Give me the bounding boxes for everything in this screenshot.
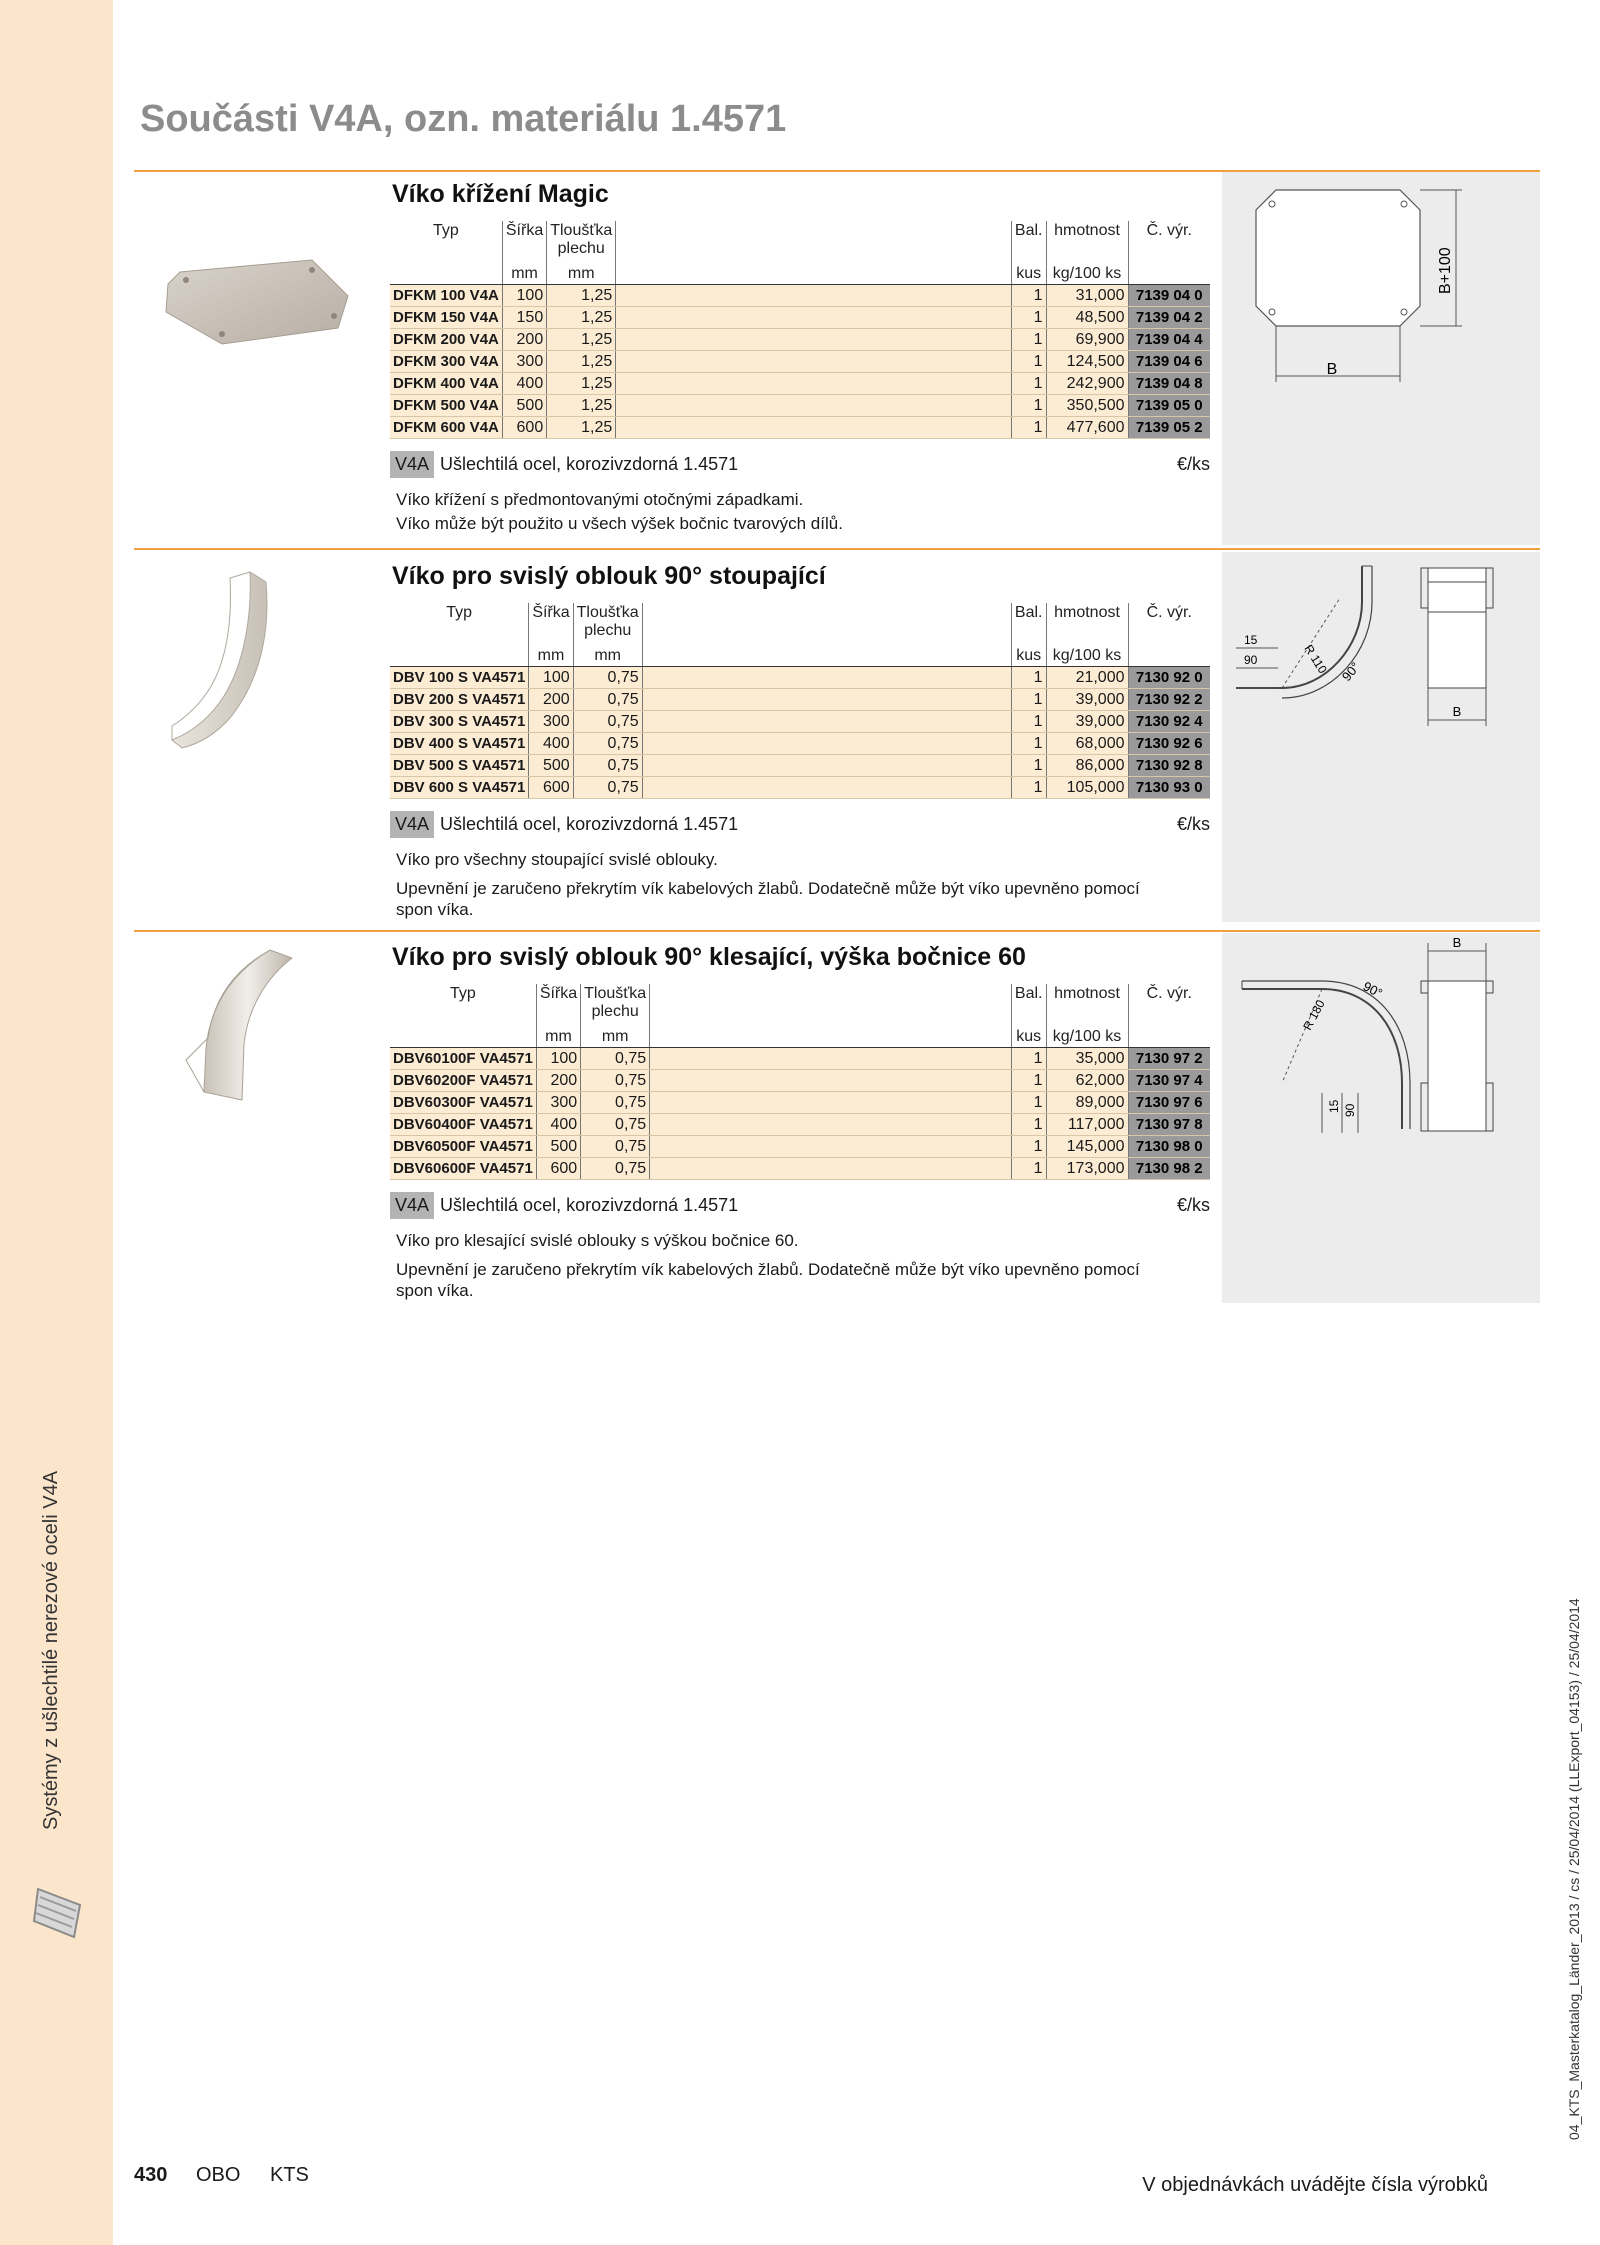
section-cross-cover [390,180,1210,534]
cell-article: 7130 92 2 [1128,689,1210,711]
footer-series: KTS [270,2164,309,2186]
col-thickness: Tloušťka plechu [547,221,616,259]
cell-weight: 35,000 [1046,1048,1128,1070]
cell-weight: 69,900 [1046,329,1128,351]
unit-package: kus [1011,641,1046,667]
cell-article: 7139 04 6 [1128,351,1210,373]
unit-thickness: mm [547,259,616,285]
cell-article: 7130 92 6 [1128,733,1210,755]
cell-pack: 1 [1011,1158,1046,1180]
material-row [390,451,1210,481]
section-falling-bend [390,943,1210,1301]
table-row [390,395,1210,417]
cell-weight: 350,500 [1046,395,1128,417]
table-row [390,755,1210,777]
cell-type: DBV60400F VA4571 [390,1114,536,1136]
cell-pack: 1 [1011,307,1046,329]
cell-article: 7130 97 8 [1128,1114,1210,1136]
section-divider [134,930,1540,932]
cell-thickness: 0,75 [581,1158,650,1180]
table-row [390,285,1210,307]
dim-b-label: B [1452,704,1462,719]
col-article: Č. výr. [1128,221,1210,259]
cell-type: DBV60200F VA4571 [390,1070,536,1092]
radius-label: R 110 [1301,642,1330,676]
cell-weight: 242,900 [1046,373,1128,395]
rising-bend-cover-product-image [170,568,290,758]
cell-pack: 1 [1011,1092,1046,1114]
cell-width: 150 [502,307,546,329]
cell-article: 7130 93 0 [1128,777,1210,799]
dim-15-label: 15 [1327,1099,1341,1113]
technical-drawing [1222,172,1540,545]
table-row [390,689,1210,711]
cell-weight: 21,000 [1046,667,1128,689]
table-row [390,1092,1210,1114]
section-divider [134,548,1540,550]
spec-table [390,984,1210,1180]
cell-article: 7139 05 2 [1128,417,1210,439]
material-row [390,811,1210,841]
cell-width: 100 [529,667,573,689]
note: Víko křížení s předmontovanými otočnými západkami. [396,490,804,509]
cell-article: 7139 04 2 [1128,307,1210,329]
col-width: Šířka [502,221,546,259]
cell-article: 7130 98 2 [1128,1158,1210,1180]
price-unit: €/ks [1176,1195,1210,1215]
falling-bend-drawing [1222,933,1540,1303]
col-package: Bal. [1011,984,1046,1022]
cell-width: 600 [502,417,546,439]
page-title: Součásti V4A, ozn. materiálu 1.4571 [140,98,787,140]
technical-drawing [1222,933,1540,1303]
cell-thickness: 0,75 [573,689,642,711]
cell-thickness: 0,75 [573,667,642,689]
cell-article: 7130 92 0 [1128,667,1210,689]
cell-type: DBV60600F VA4571 [390,1158,536,1180]
cell-thickness: 1,25 [547,395,616,417]
cell-pack: 1 [1011,689,1046,711]
cell-thickness: 0,75 [573,711,642,733]
col-typ: Typ [433,222,459,239]
dim-b100-label: B+100 [1437,247,1454,294]
cell-width: 500 [502,395,546,417]
cell-width: 200 [502,329,546,351]
unit-width: mm [502,259,546,285]
cell-type: DBV 100 S VA4571 [390,667,529,689]
col-weight: hmotnost [1046,984,1128,1022]
col-article: Č. výr. [1128,984,1210,1022]
dim-b-label: B [1326,361,1338,378]
unit-weight: kg/100 ks [1046,1022,1128,1048]
cell-pack: 1 [1011,777,1046,799]
col-thickness: Tloušťka plechu [581,984,650,1022]
cell-width: 400 [536,1114,580,1136]
table-row [390,1070,1210,1092]
section-title: Víko křížení Magic [392,180,609,208]
section-title: Víko pro svislý oblouk 90° stoupající [392,562,826,590]
cell-pack: 1 [1011,351,1046,373]
cell-article: 7139 04 8 [1128,373,1210,395]
unit-weight: kg/100 ks [1046,641,1128,667]
cell-weight: 39,000 [1046,689,1128,711]
price-unit: €/ks [1176,454,1210,474]
cell-weight: 62,000 [1046,1070,1128,1092]
col-typ: Typ [446,604,473,621]
table-row [390,1048,1210,1070]
cell-article: 7130 98 0 [1128,1136,1210,1158]
cell-type: DFKM 600 V4A [390,417,502,439]
cable-tray-thumbnail-icon [30,1875,88,1945]
cell-pack: 1 [1011,1114,1046,1136]
cell-weight: 86,000 [1046,755,1128,777]
cell-pack: 1 [1011,733,1046,755]
spec-table [390,603,1210,799]
col-typ: Typ [450,985,476,1002]
col-package: Bal. [1011,603,1046,641]
cell-type: DFKM 400 V4A [390,373,502,395]
cell-pack: 1 [1011,373,1046,395]
col-weight: hmotnost [1046,603,1128,641]
table-row [390,373,1210,395]
table-row [390,1158,1210,1180]
angle-label: 90° [1360,978,1386,1001]
cell-width: 300 [502,351,546,373]
price-unit: €/ks [1176,814,1210,834]
cell-weight: 39,000 [1046,711,1128,733]
falling-bend-cover-product-image [184,948,294,1108]
note: Víko pro klesající svislé oblouky s výškou bočnice 60. [396,1231,799,1250]
dim-b-label: B [1452,935,1462,950]
cell-width: 200 [536,1070,580,1092]
cell-weight: 145,000 [1046,1136,1128,1158]
cell-width: 300 [529,711,573,733]
cell-weight: 477,600 [1046,417,1128,439]
footer-note: V objednávkách uvádějte čísla výrobků [1142,2174,1488,2196]
print-info: 04_KTS_Masterkatalog_Länder_2013 / cs / 25/04/2014 (LLExport_04153) / 25/04/2014 [1566,1598,1582,2140]
dim-90-label: 90 [1343,1103,1357,1117]
cell-article: 7130 92 8 [1128,755,1210,777]
cell-type: DBV 600 S VA4571 [390,777,529,799]
cross-cover-drawing [1222,172,1540,545]
footer-brand: OBO [196,2164,241,2186]
col-weight: hmotnost [1046,221,1128,259]
material-text: Ušlechtilá ocel, korozivzdorná 1.4571 [440,1195,739,1215]
material-row [390,1192,1210,1222]
unit-weight: kg/100 ks [1046,259,1128,285]
cell-thickness: 0,75 [581,1136,650,1158]
col-thickness: Tloušťka plechu [573,603,642,641]
cell-article: 7130 97 6 [1128,1092,1210,1114]
cell-type: DBV 400 S VA4571 [390,733,529,755]
unit-thickness: mm [581,1022,650,1048]
material-badge: V4A [390,451,434,478]
col-package: Bal. [1011,221,1046,259]
unit-width: mm [529,641,573,667]
section-title: Víko pro svislý oblouk 90° klesající, výška bočnice 60 [392,943,1026,971]
unit-width: mm [536,1022,580,1048]
table-row [390,1114,1210,1136]
table-row [390,711,1210,733]
cell-pack: 1 [1011,395,1046,417]
note: Upevnění je zaručeno překrytím vík kabelových žlabů. Dodatečně může být víko upevněno pomocí spon víka. [396,1260,1140,1300]
cell-width: 600 [536,1158,580,1180]
table-row [390,1136,1210,1158]
cell-pack: 1 [1011,1070,1046,1092]
note: Víko pro všechny stoupající svislé oblouky. [396,850,718,869]
cell-weight: 117,000 [1046,1114,1128,1136]
cell-type: DFKM 200 V4A [390,329,502,351]
cell-weight: 31,000 [1046,285,1128,307]
rising-bend-drawing [1222,552,1540,922]
dim-90-label: 90 [1244,653,1258,667]
cell-type: DFKM 100 V4A [390,285,502,307]
cell-width: 600 [529,777,573,799]
cell-type: DBV 500 S VA4571 [390,755,529,777]
cell-article: 7130 97 4 [1128,1070,1210,1092]
unit-package: kus [1011,259,1046,285]
cell-thickness: 0,75 [573,777,642,799]
cell-type: DBV60500F VA4571 [390,1136,536,1158]
cell-article: 7130 92 4 [1128,711,1210,733]
cell-thickness: 0,75 [581,1114,650,1136]
cell-weight: 48,500 [1046,307,1128,329]
cell-type: DBV60100F VA4571 [390,1048,536,1070]
cell-width: 100 [536,1048,580,1070]
cell-type: DBV60300F VA4571 [390,1092,536,1114]
radius-label: R 180 [1300,997,1328,1033]
cell-thickness: 1,25 [547,307,616,329]
cell-width: 400 [502,373,546,395]
cell-thickness: 1,25 [547,417,616,439]
table-row [390,307,1210,329]
spec-table [390,221,1210,439]
cell-pack: 1 [1011,329,1046,351]
table-row [390,329,1210,351]
cell-pack: 1 [1011,417,1046,439]
angle-label: 90° [1338,659,1363,684]
unit-package: kus [1011,1022,1046,1048]
section-rising-bend [390,562,1210,920]
unit-thickness: mm [573,641,642,667]
cell-pack: 1 [1011,285,1046,307]
cell-thickness: 0,75 [573,755,642,777]
cell-weight: 68,000 [1046,733,1128,755]
col-article: Č. výr. [1128,603,1210,641]
cell-thickness: 0,75 [581,1070,650,1092]
material-text: Ušlechtilá ocel, korozivzdorná 1.4571 [440,454,739,474]
cell-pack: 1 [1011,711,1046,733]
dim-15-label: 15 [1244,633,1258,647]
cell-weight: 105,000 [1046,777,1128,799]
cell-article: 7139 04 0 [1128,285,1210,307]
cell-width: 300 [536,1092,580,1114]
material-text: Ušlechtilá ocel, korozivzdorná 1.4571 [440,814,739,834]
cell-pack: 1 [1011,1136,1046,1158]
cell-thickness: 0,75 [573,733,642,755]
cell-weight: 89,000 [1046,1092,1128,1114]
note: Upevnění je zaručeno překrytím vík kabelových žlabů. Dodatečně může být víko upevněno pomocí spon víka. [396,879,1140,919]
cell-type: DBV 200 S VA4571 [390,689,529,711]
cell-thickness: 1,25 [547,351,616,373]
sidebar-text: Systémy z ušlechtilé nerezové oceli V4A [40,1470,62,1830]
cell-width: 100 [502,285,546,307]
table-row [390,733,1210,755]
cell-article: 7139 05 0 [1128,395,1210,417]
cell-type: DFKM 300 V4A [390,351,502,373]
table-row [390,777,1210,799]
table-row [390,667,1210,689]
cell-thickness: 1,25 [547,373,616,395]
cell-thickness: 1,25 [547,285,616,307]
cell-article: 7130 97 2 [1128,1048,1210,1070]
cell-width: 500 [536,1136,580,1158]
material-badge: V4A [390,811,434,838]
page-number: 430 [134,2164,168,2186]
cell-type: DFKM 500 V4A [390,395,502,417]
cell-width: 200 [529,689,573,711]
cell-pack: 1 [1011,667,1046,689]
cell-pack: 1 [1011,755,1046,777]
cell-type: DBV 300 S VA4571 [390,711,529,733]
cell-thickness: 0,75 [581,1048,650,1070]
cell-width: 400 [529,733,573,755]
cell-thickness: 0,75 [581,1092,650,1114]
cell-type: DFKM 150 V4A [390,307,502,329]
cell-weight: 173,000 [1046,1158,1128,1180]
col-width: Šířka [536,984,580,1022]
cell-weight: 124,500 [1046,351,1128,373]
col-width: Šířka [529,603,573,641]
cell-pack: 1 [1011,1048,1046,1070]
note: Víko může být použito u všech výšek bočnic tvarových dílů. [396,514,843,533]
cell-thickness: 1,25 [547,329,616,351]
table-row [390,417,1210,439]
technical-drawing [1222,552,1540,922]
table-row [390,351,1210,373]
cross-cover-product-image [162,258,352,348]
cell-width: 500 [529,755,573,777]
material-badge: V4A [390,1192,434,1219]
cell-article: 7139 04 4 [1128,329,1210,351]
